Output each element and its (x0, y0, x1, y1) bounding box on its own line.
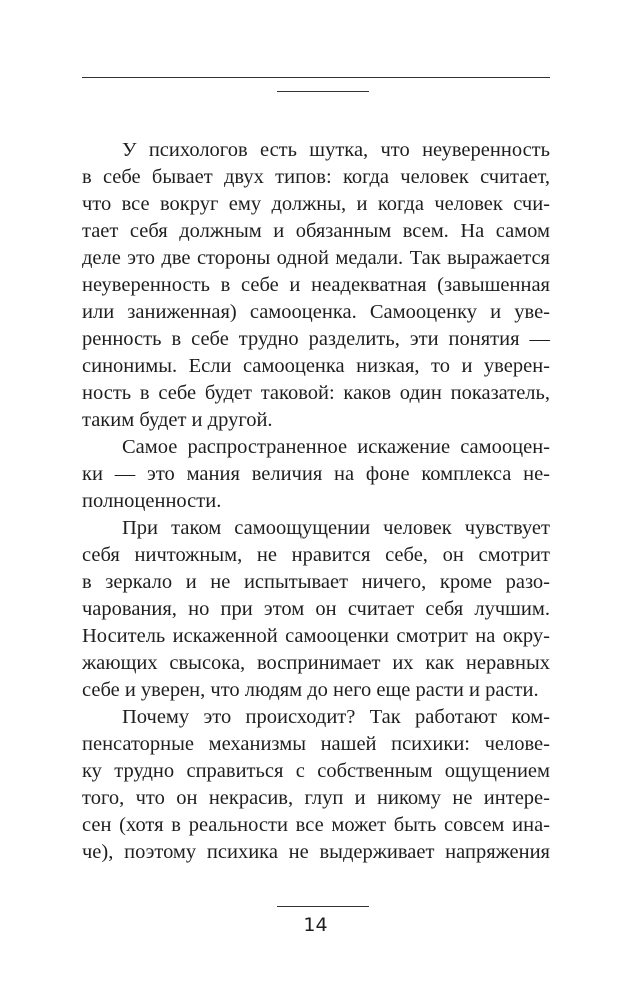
text-line: тает себя должным и обязанным всем. На самом (82, 220, 550, 242)
text-line: или заниженная) самооценка. Самооценку и уве- (82, 301, 550, 323)
text-line: ку трудно справиться с собственным ощущением (82, 760, 550, 782)
text-line: что все вокруг ему должны, и когда человек счи- (82, 193, 550, 215)
text-line: жающих свысока, воспринимает их как неравных (82, 652, 550, 674)
text-line: синонимы. Если самооценка низкая, то и уверен- (82, 355, 550, 377)
header-rule (82, 77, 550, 78)
text-line: Самое распространенное искажение самооцен- (122, 436, 550, 458)
page-number: 14 (303, 914, 328, 936)
text-line: таким будет и другой. (82, 409, 273, 431)
text-line: сен (хотя в реальности все может быть совсем ина- (82, 814, 550, 836)
text-line: в зеркало и не испытывает ничего, кроме разо- (82, 571, 550, 593)
paragraph (82, 704, 550, 866)
text-line: Почему это происходит? Так работают ком- (122, 706, 550, 728)
paragraph (82, 434, 550, 515)
text-line: в себе бывает двух типов: когда человек считает, (82, 166, 550, 188)
text-line: У психологов есть шутка, что неуверенность (122, 139, 550, 161)
text-line: того, что он некрасив, глуп и никому не интере- (82, 787, 550, 809)
text-line: деле это две стороны одной медали. Так выражается (82, 247, 550, 269)
text-line: ренность в себе трудно разделить, эти понятия — (82, 328, 550, 350)
text-line: полноценности. (82, 490, 222, 512)
paragraph (82, 137, 550, 434)
text-line: себя ничтожным, не нравится себе, он смотрит (82, 544, 550, 566)
text-line: ки — это мания величия на фоне комплекса не- (82, 463, 550, 485)
text-line: При таком самоощущении человек чувствует (122, 517, 550, 539)
text-line: ность в себе будет таковой: каков один показатель, (82, 382, 550, 404)
text-line: пенсаторные механизмы нашей психики: челове- (82, 733, 550, 755)
text-line: неуверенность в себе и неадекватная (завышенная (82, 274, 550, 296)
body-text (82, 137, 550, 866)
text-line: че), поэтому психика не выдерживает напряжения (82, 841, 550, 863)
footer-rule (277, 906, 369, 907)
text-line: себе и уверен, что людям до него еще расти и расти. (82, 679, 539, 701)
header-short-rule (277, 91, 369, 92)
paragraph (82, 515, 550, 704)
text-line: чарования, но при этом он считает себя лучшим. (82, 598, 550, 620)
text-line: Носитель искаженной самооценки смотрит на окру- (82, 625, 550, 647)
